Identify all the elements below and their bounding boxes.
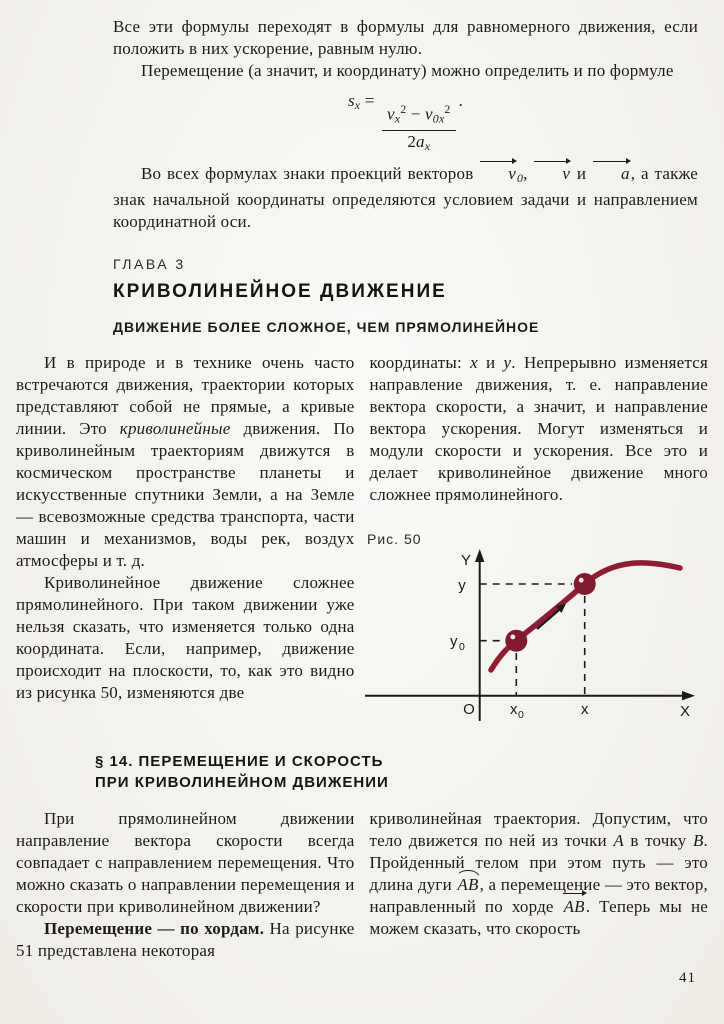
text-segment: в точку <box>623 831 693 850</box>
body-point-end-highlight <box>579 578 584 583</box>
text-segment: При прямолинейном движении направление вектора скорости всегда совпадает с направлением перемещения. Что можно сказать о направлении перемещения и скорости при криволинейном движении? <box>16 809 355 916</box>
formula-denominator <box>407 131 430 156</box>
label-x0-base: x <box>510 701 518 718</box>
text-segment: Перемещение — по хордам. <box>44 919 265 938</box>
text-segment: a <box>592 163 631 185</box>
text-segment: . Теперь мы не можем сказать, что скорость <box>369 897 708 938</box>
label-y-axis: Y <box>460 552 472 569</box>
label-x0-sub: 0 <box>518 709 524 721</box>
right-column <box>370 808 709 962</box>
text-segment: − <box>406 105 426 124</box>
text-segment: a <box>416 131 425 151</box>
text-segment: координаты: <box>369 353 471 372</box>
paragraph <box>16 808 355 918</box>
paragraph <box>16 918 355 962</box>
text-segment: 2 <box>400 102 407 117</box>
text-segment: s <box>347 91 355 110</box>
text-segment: криволинейные <box>119 419 231 438</box>
formula-fraction <box>382 99 456 155</box>
section-14-heading <box>95 751 389 793</box>
text-segment: 2 <box>407 131 417 151</box>
text-segment: Криволинейное движение сложнее прямолинейного. При таком движении уже нельзя сказать, что изменяется только одна координата. Если, например, движение происходит на плоскости, то, как это видно из рисунка 50, изменяются две <box>16 573 355 702</box>
chapter-title: КРИВОЛИНЕЙНОЕ ДВИЖЕНИЕ <box>113 281 447 302</box>
text-segment: , а также знак начальной координаты определяются условием задачи и направлением координатной оси. <box>113 163 698 231</box>
text-segment: x <box>354 97 361 112</box>
figure-caption: Рис. 50 <box>367 531 422 547</box>
x-axis-arrow-icon <box>682 691 695 700</box>
chapter-heading <box>113 256 539 335</box>
text-segment: x <box>424 138 431 153</box>
text-segment: Во всех формулах знаки проекций векторов <box>141 163 480 183</box>
text-segment: и <box>477 353 504 372</box>
section-14-heading-line2: ПРИ КРИВОЛИНЕЙНОМ ДВИЖЕНИИ <box>95 774 389 791</box>
text-segment: и <box>571 163 593 183</box>
section-14-heading-line1: § 14. ПЕРЕМЕЩЕНИЕ И СКОРОСТЬ <box>95 753 384 770</box>
text-segment: , а перемещение — это вектор, направленный по хорде <box>369 875 709 916</box>
formula-numerator <box>382 99 456 131</box>
text-segment: , <box>523 163 534 183</box>
label-x: x <box>580 701 589 718</box>
left-column <box>16 808 355 962</box>
text-segment: . Пройденный телом при этом путь — это длина дуги <box>369 831 708 894</box>
displacement-formula <box>113 91 698 156</box>
text-segment: AB <box>457 875 479 894</box>
text-segment: B <box>692 831 704 850</box>
text-segment: v <box>386 105 395 124</box>
paragraph: Все эти формулы переходят в формулы для равномерного движения, если положить в них ускорение, равным нулю. <box>113 17 698 58</box>
label-y0-sub: 0 <box>459 641 465 653</box>
text-segment: A <box>613 831 624 850</box>
text-segment: 0 <box>516 170 524 185</box>
text-segment: v <box>479 163 517 185</box>
y-axis-arrow-icon <box>475 549 484 562</box>
text-segment: На рисунке 51 представлена некоторая <box>16 919 355 960</box>
page-number: 41 <box>679 970 696 986</box>
paragraph <box>370 352 709 506</box>
formula-lhs <box>348 91 379 110</box>
text-segment: 2 <box>444 102 451 117</box>
text-segment: v <box>533 163 571 185</box>
text-segment: движения. По криволинейным траекториям движутся в космическом пространстве планеты и искусственные спутники Земли, а на Земле — всевозможные средства транспорта, части машин и механизмов, воды рек, воздух атмосферы и т. д. <box>16 419 355 570</box>
text-segment: = <box>360 91 379 110</box>
text-segment: x <box>394 111 401 126</box>
label-x-axis: X <box>679 703 691 720</box>
body-point-start-highlight <box>510 635 515 640</box>
text-segment: y <box>503 353 512 372</box>
text-segment: И в природе и в технике очень часто встречаются движения, траектории которых представляют собой не прямые, а кривые линии. Это <box>16 353 355 438</box>
label-y: y <box>458 577 466 594</box>
figure-50-plot <box>358 524 712 742</box>
paragraph <box>113 163 698 233</box>
body-point-end <box>574 573 596 595</box>
text-segment: v <box>425 105 433 124</box>
paragraph <box>370 808 709 940</box>
left-column <box>16 352 355 704</box>
paragraph: Перемещение (а значит, и координату) можно определить и по формуле <box>141 61 674 80</box>
formula-period: . <box>458 91 464 110</box>
text-segment: криволинейная траектория. Допустим, что тело движется по ней из точки <box>369 809 708 850</box>
text-segment: AB <box>563 897 585 916</box>
text-segment: . Непрерывно изменяется направление движения, т. е. направление вектора скорости, а значит, и направление вектора ускорения. Могут изменяться и модули скорости и ускорения. Все это и делает криволинейное движение много сложнее прямолинейного. <box>369 353 708 504</box>
paragraph <box>16 572 355 704</box>
top-text-block <box>113 16 698 233</box>
paragraph <box>16 352 355 572</box>
body-point-start <box>505 630 527 652</box>
chapter-kicker: ГЛАВА 3 <box>113 256 186 272</box>
label-y0-base: y <box>450 633 458 650</box>
text-segment: x <box>470 353 478 372</box>
label-origin: O <box>463 701 475 718</box>
text-segment: 0x <box>432 111 445 126</box>
two-column-block-2 <box>16 808 708 962</box>
chapter-subtitle: ДВИЖЕНИЕ БОЛЕЕ СЛОЖНОЕ, ЧЕМ ПРЯМОЛИНЕЙНОЕ <box>113 319 540 335</box>
figure-50 <box>358 524 712 742</box>
